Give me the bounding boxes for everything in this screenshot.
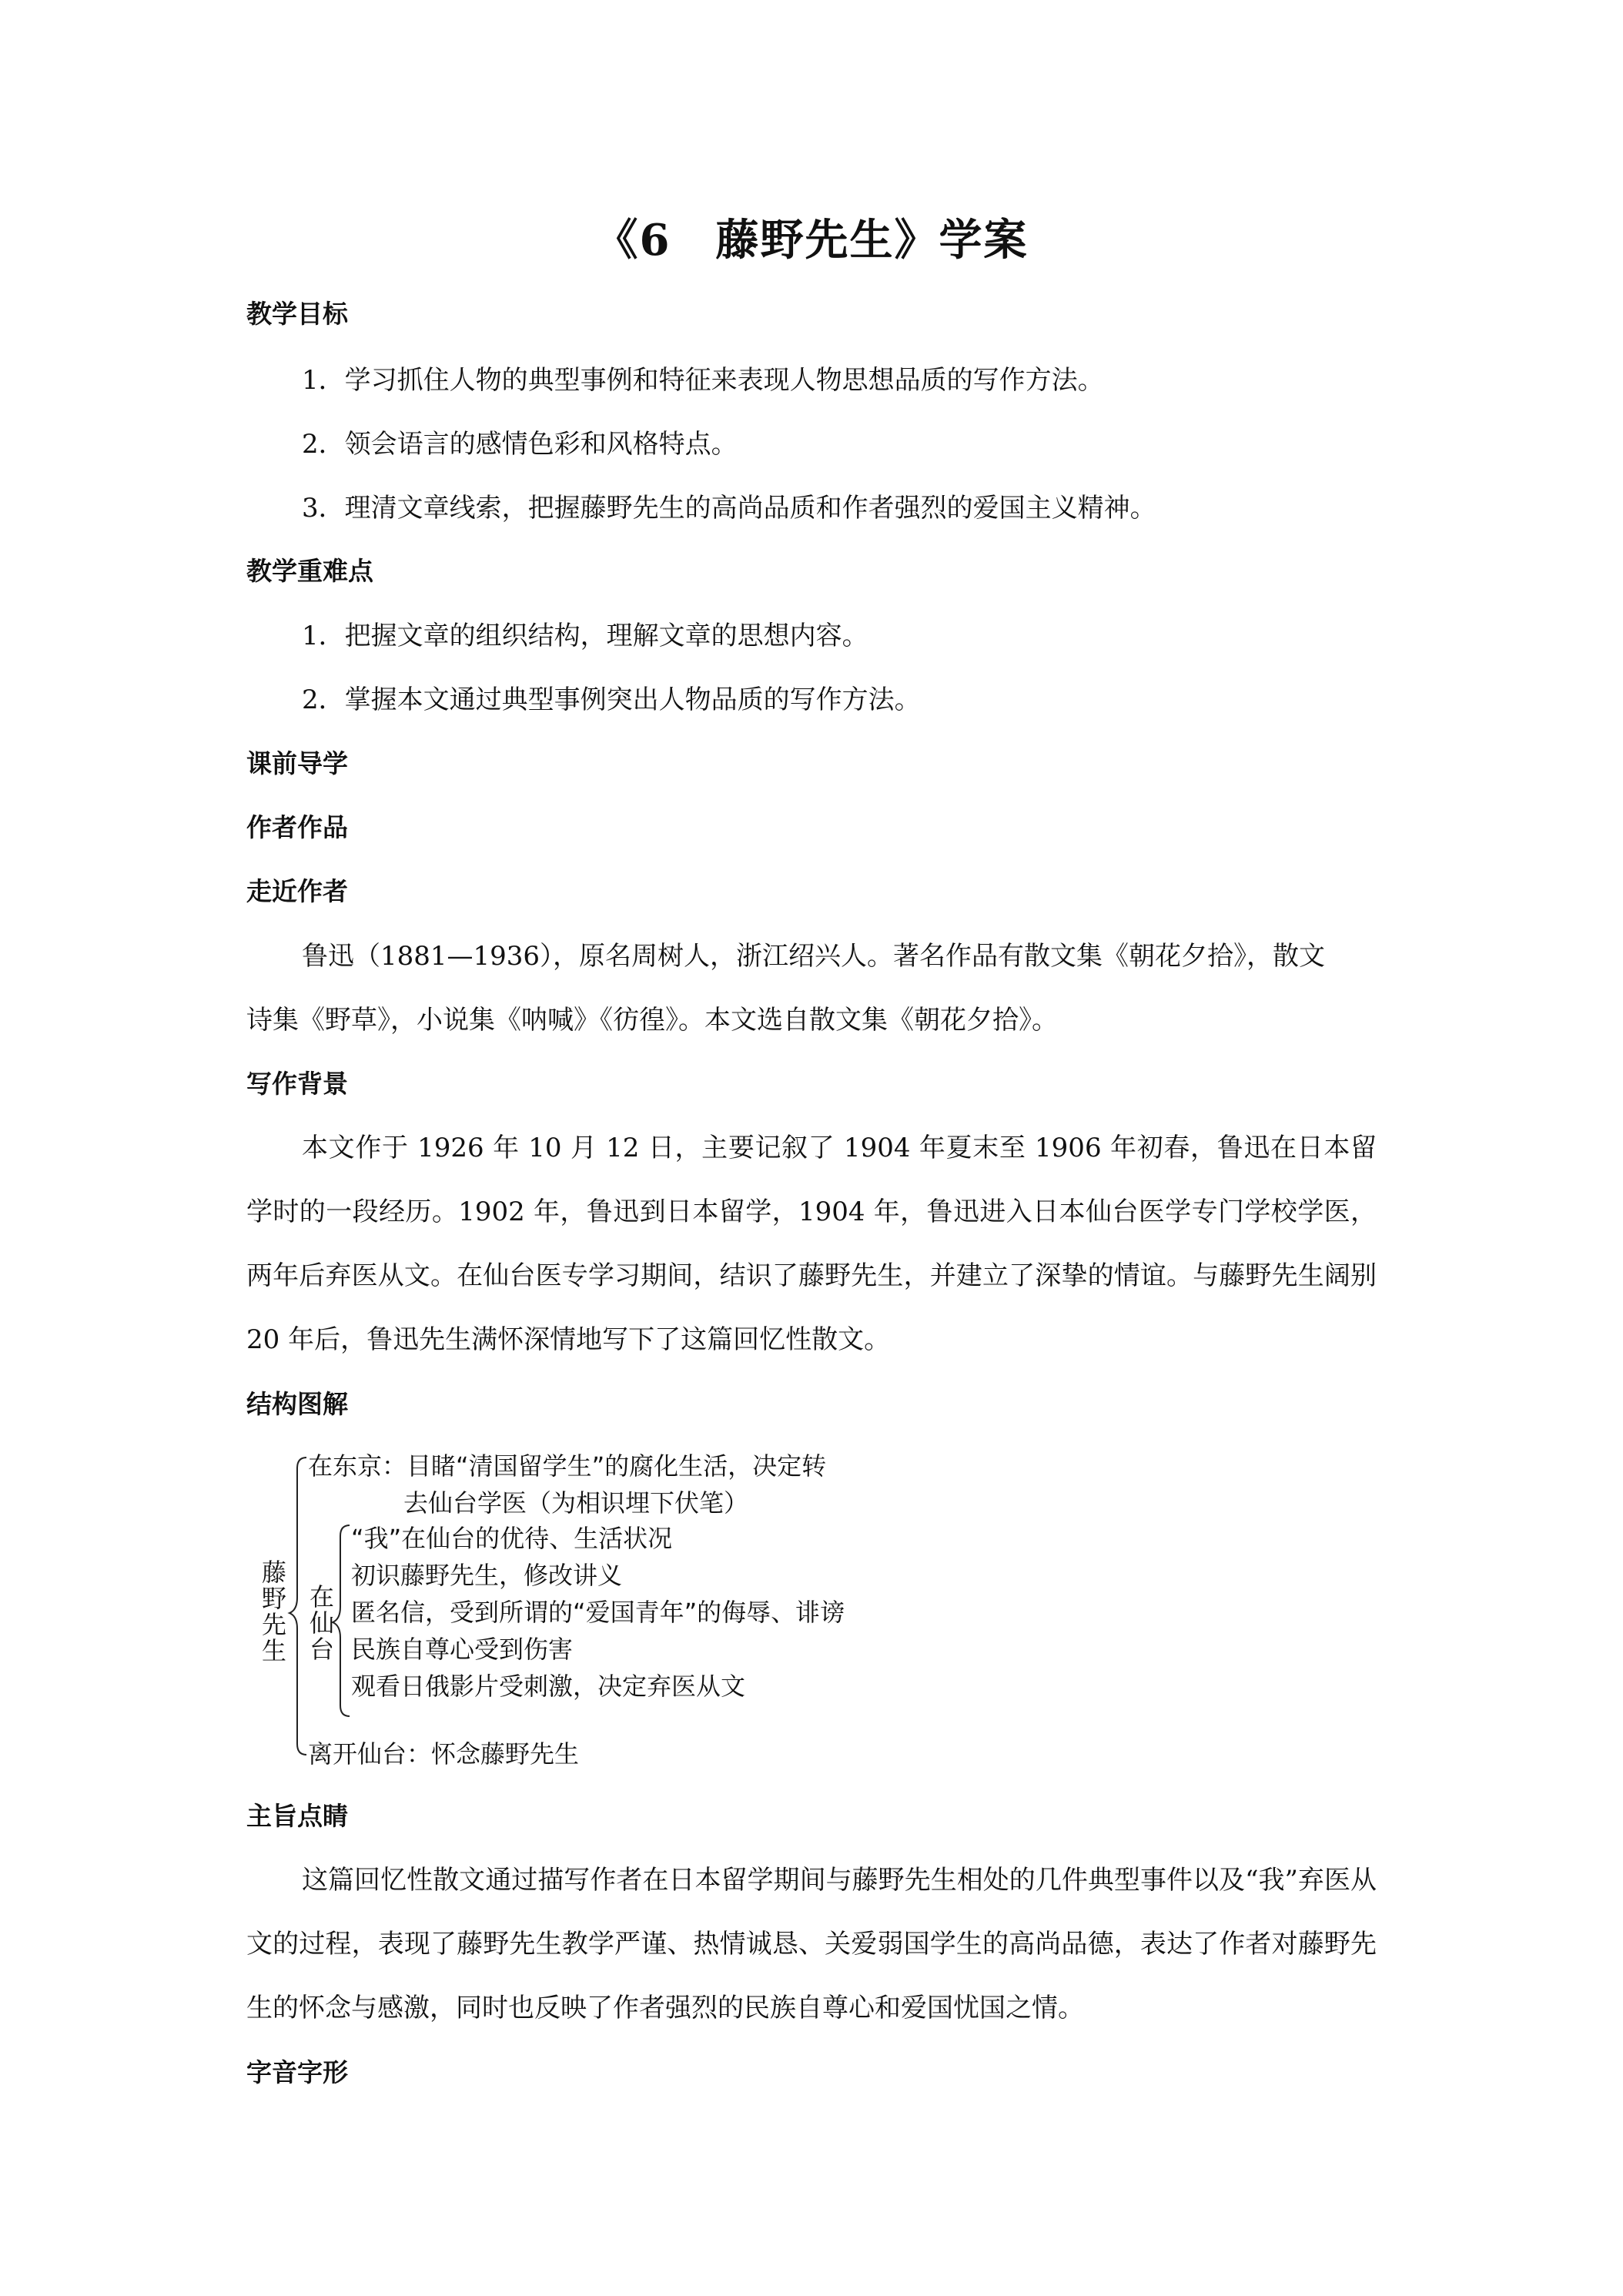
tokyo-line2: 去仙台学医（为相识埋下伏笔） bbox=[403, 1488, 749, 1518]
works-heading: 作者作品 bbox=[246, 812, 348, 842]
structure-diagram bbox=[246, 1451, 909, 1775]
leave-line: 离开仙台：怀念藤野先生 bbox=[308, 1739, 580, 1769]
sendai-item: 匿名信，受到所谓的“爱国青年”的侮辱、诽谤 bbox=[351, 1598, 845, 1627]
root-char: 生 bbox=[261, 1636, 286, 1665]
goal-item: 3．理清文章线索，把握藤野先生的高尚品质和作者强烈的爱国主义精神。 bbox=[302, 493, 1156, 524]
author-text-line2: 诗集《野草》，小说集《呐喊》《彷徨》。本文选自散文集《朝花夕拾》。 bbox=[246, 1005, 1058, 1036]
sendai-item: 观看日俄影片受刺激，决定弃医从文 bbox=[351, 1672, 746, 1701]
words-heading: 字音字形 bbox=[246, 2057, 348, 2087]
key-item: 1．把握文章的组织结构，理解文章的思想内容。 bbox=[302, 621, 868, 651]
goal-item: 1．学习抓住人物的典型事例和特征来表现人物思想品质的写作方法。 bbox=[302, 365, 1104, 396]
theme-heading: 主旨点睛 bbox=[246, 1801, 348, 1831]
preview-heading: 课前导学 bbox=[246, 748, 348, 778]
keys-heading: 教学重难点 bbox=[246, 556, 373, 586]
background-text: 本文作于 1926 年 10 月 12 日，主要记叙了 1904 年夏末至 1906 年初春，鲁迅在日本留学时的一段经历。1902 年，鲁迅到日本留学，1904 年，鲁迅进入日本仙台医学专门学校学医，两年后弃医从文。在仙台医专学习期间，结识了藤野先生，并建立了深挚的情谊。与藤野先生阔别 20 年后，鲁迅先生满怀深情地写下了这篇回忆性散文。 bbox=[246, 1133, 1377, 1355]
theme-text: 这篇回忆性散文通过描写作者在日本留学期间与藤野先生相处的几件典型事件以及“我”弃医从文的过程，表现了藤野先生教学严谨、热情诚恳、关爱弱国学生的高尚品德，表达了作者对藤野先生的怀念与感激，同时也反映了作者强烈的民族自尊心和爱国忧国之情。 bbox=[246, 1865, 1377, 2023]
root-char: 野 bbox=[261, 1584, 286, 1613]
key-item: 2．掌握本文通过典型事例突出人物品质的写作方法。 bbox=[302, 684, 921, 715]
goals-heading: 教学目标 bbox=[246, 299, 348, 329]
sendai-char: 在 bbox=[309, 1582, 334, 1612]
page-title: 《6 藤野先生》学案 bbox=[594, 215, 1029, 266]
author-text-line1: 鲁迅（1881—1936），原名周树人，浙江绍兴人。著名作品有散文集《朝花夕拾》，散文 bbox=[302, 941, 1326, 972]
author-heading: 走近作者 bbox=[246, 876, 348, 906]
sendai-item: 初识藤野先生，修改讲义 bbox=[351, 1561, 623, 1590]
sendai-item: “我”在仙台的优待、生活状况 bbox=[351, 1524, 673, 1553]
tokyo-line1: 在东京：目睹“清国留学生”的腐化生活，决定转 bbox=[308, 1451, 827, 1481]
goal-item: 2．领会语言的感情色彩和风格特点。 bbox=[302, 429, 738, 460]
sendai-char: 仙 bbox=[309, 1608, 334, 1638]
sendai-item: 民族自尊心受到伤害 bbox=[351, 1635, 574, 1664]
structure-heading: 结构图解 bbox=[246, 1389, 348, 1419]
sendai-char: 台 bbox=[309, 1635, 334, 1664]
background-heading: 写作背景 bbox=[246, 1069, 348, 1099]
root-char: 先 bbox=[261, 1610, 286, 1639]
root-char: 藤 bbox=[261, 1558, 286, 1587]
